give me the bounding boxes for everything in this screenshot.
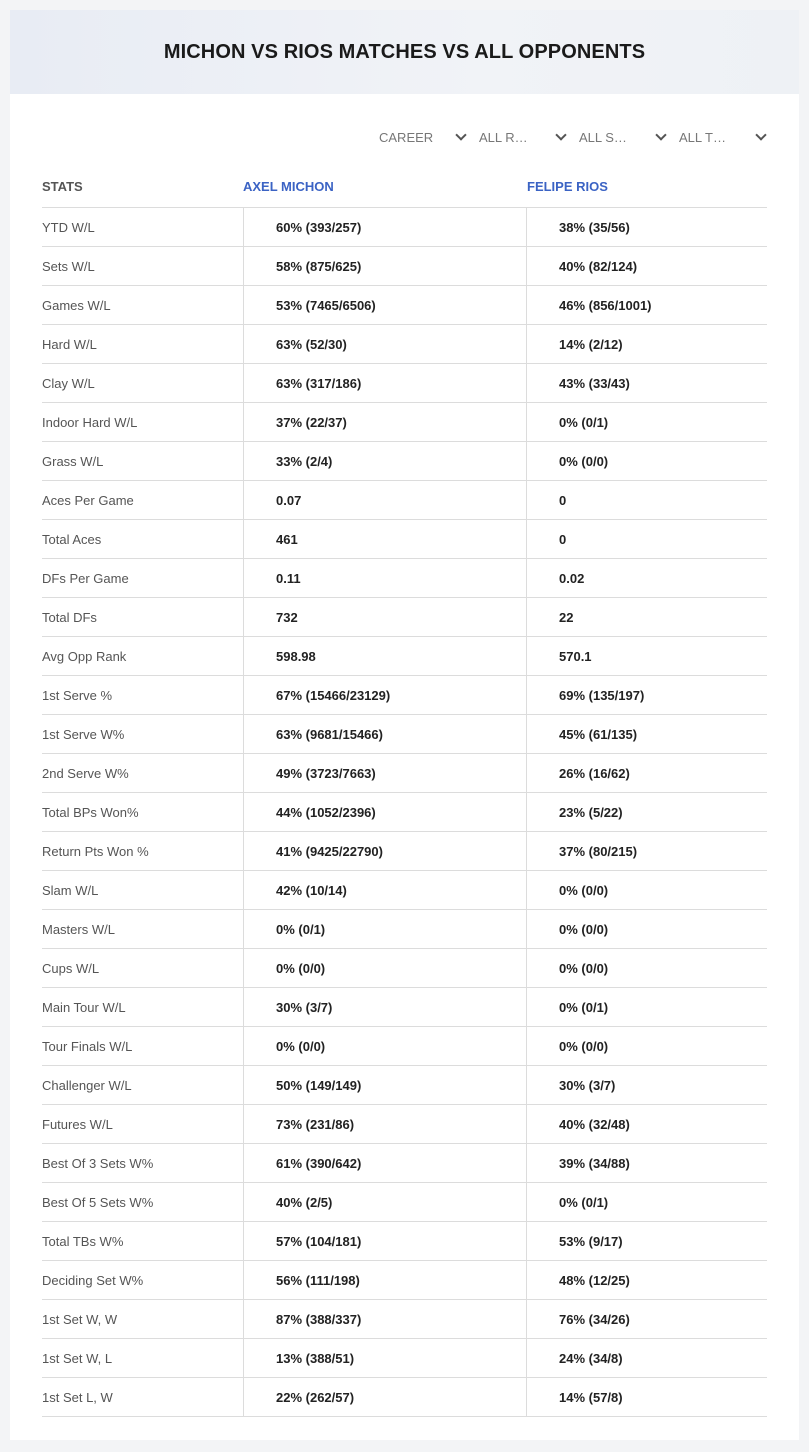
stat-label: Challenger W/L xyxy=(42,1077,132,1093)
table-row xyxy=(42,1339,767,1378)
stat-label: 1st Set W, W xyxy=(42,1311,118,1327)
table-row xyxy=(42,481,767,520)
player1-value: 0.07 xyxy=(243,481,526,519)
player2-value: 0% (0/1) xyxy=(526,1183,767,1221)
filter-tournament-select[interactable] xyxy=(679,126,767,148)
table-row xyxy=(42,286,767,325)
player2-value: 0.02 xyxy=(526,559,767,597)
table-row xyxy=(42,1222,767,1261)
player2-value: 570.1 xyxy=(526,637,767,675)
player1-value: 56% (111/198) xyxy=(243,1261,526,1299)
player2-value: 43% (33/43) xyxy=(526,364,767,402)
player1-value: 0% (0/1) xyxy=(243,910,526,948)
player1-value: 73% (231/86) xyxy=(243,1105,526,1143)
stat-label: 1st Set L, W xyxy=(42,1389,113,1405)
player2-value: 30% (3/7) xyxy=(526,1066,767,1104)
stat-label: Hard W/L xyxy=(42,336,97,352)
table-row xyxy=(42,520,767,559)
stat-label: Total DFs xyxy=(42,609,97,625)
stat-label: Total TBs W% xyxy=(42,1233,124,1249)
player2-value: 14% (57/8) xyxy=(526,1378,767,1416)
table-row xyxy=(42,637,767,676)
stat-label: Tour Finals W/L xyxy=(42,1038,133,1054)
filter-period-select[interactable] xyxy=(379,126,467,148)
table-row xyxy=(42,1261,767,1300)
player2-value: 0 xyxy=(526,481,767,519)
table-row xyxy=(42,364,767,403)
stat-label: Total Aces xyxy=(42,531,102,547)
filter-surface-select[interactable] xyxy=(579,126,667,148)
table-row xyxy=(42,715,767,754)
table-header xyxy=(42,166,767,208)
player2-value: 0 xyxy=(526,520,767,558)
player2-value: 0% (0/0) xyxy=(526,910,767,948)
player2-value: 39% (34/88) xyxy=(526,1144,767,1182)
table-body xyxy=(42,208,767,1417)
table-row xyxy=(42,910,767,949)
stat-label: Cups W/L xyxy=(42,960,100,976)
table-row xyxy=(42,1300,767,1339)
player2-value: 0% (0/0) xyxy=(526,871,767,909)
player1-value: 57% (104/181) xyxy=(243,1222,526,1260)
stat-label: YTD W/L xyxy=(42,219,95,235)
player1-value: 732 xyxy=(243,598,526,636)
stat-label: Main Tour W/L xyxy=(42,999,126,1015)
player1-value: 598.98 xyxy=(243,637,526,675)
table-row xyxy=(42,208,767,247)
player1-value: 13% (388/51) xyxy=(243,1339,526,1377)
player1-value: 60% (393/257) xyxy=(243,208,526,246)
player2-value: 45% (61/135) xyxy=(526,715,767,753)
stat-label: Indoor Hard W/L xyxy=(42,414,138,430)
player2-value: 53% (9/17) xyxy=(526,1222,767,1260)
player1-value: 33% (2/4) xyxy=(243,442,526,480)
player2-value: 0% (0/0) xyxy=(526,949,767,987)
table-row xyxy=(42,1027,767,1066)
player1-value: 63% (52/30) xyxy=(243,325,526,363)
stats-table xyxy=(42,166,767,1417)
table-row xyxy=(42,598,767,637)
player2-value: 37% (80/215) xyxy=(526,832,767,870)
chevron-down-icon xyxy=(755,129,766,140)
table-row xyxy=(42,988,767,1027)
stat-label: Grass W/L xyxy=(42,453,104,469)
column-header-stats: STATS xyxy=(42,179,83,194)
player1-value: 0% (0/0) xyxy=(243,949,526,987)
player1-value: 53% (7465/6506) xyxy=(243,286,526,324)
player2-value: 0% (0/1) xyxy=(526,403,767,441)
table-row xyxy=(42,1183,767,1222)
stat-label: 2nd Serve W% xyxy=(42,765,129,781)
table-row xyxy=(42,676,767,715)
stat-label: Sets W/L xyxy=(42,258,95,274)
player1-value: 41% (9425/22790) xyxy=(243,832,526,870)
filter-label: ALL T… xyxy=(679,129,726,145)
stat-label: Total BPs Won% xyxy=(42,804,139,820)
stat-label: Aces Per Game xyxy=(42,492,134,508)
stat-label: Deciding Set W% xyxy=(42,1272,144,1288)
player2-value: 23% (5/22) xyxy=(526,793,767,831)
table-row xyxy=(42,559,767,598)
player1-value: 67% (15466/23129) xyxy=(243,676,526,714)
comparison-card xyxy=(10,10,799,1440)
page-header xyxy=(10,10,799,94)
stat-label: Masters W/L xyxy=(42,921,115,937)
player1-value: 49% (3723/7663) xyxy=(243,754,526,792)
player1-value: 30% (3/7) xyxy=(243,988,526,1026)
player1-value: 61% (390/642) xyxy=(243,1144,526,1182)
table-row xyxy=(42,832,767,871)
filter-bar xyxy=(379,126,767,148)
player2-value: 0% (0/0) xyxy=(526,442,767,480)
player2-value: 0% (0/1) xyxy=(526,988,767,1026)
table-row xyxy=(42,871,767,910)
player1-value: 0% (0/0) xyxy=(243,1027,526,1065)
table-row xyxy=(42,1378,767,1417)
table-row xyxy=(42,1144,767,1183)
table-row xyxy=(42,247,767,286)
player1-value: 461 xyxy=(243,520,526,558)
stat-label: Futures W/L xyxy=(42,1116,113,1132)
player1-value: 44% (1052/2396) xyxy=(243,793,526,831)
table-row xyxy=(42,793,767,832)
table-row xyxy=(42,949,767,988)
player1-value: 87% (388/337) xyxy=(243,1300,526,1338)
player2-value: 48% (12/25) xyxy=(526,1261,767,1299)
chevron-down-icon xyxy=(455,129,466,140)
stat-label: 1st Serve % xyxy=(42,687,113,703)
table-row xyxy=(42,1105,767,1144)
player2-value: 0% (0/0) xyxy=(526,1027,767,1065)
player2-value: 76% (34/26) xyxy=(526,1300,767,1338)
player1-value: 42% (10/14) xyxy=(243,871,526,909)
player1-value: 22% (262/57) xyxy=(243,1378,526,1416)
player2-value: 46% (856/1001) xyxy=(526,286,767,324)
player2-value: 24% (34/8) xyxy=(526,1339,767,1377)
player2-value: 14% (2/12) xyxy=(526,325,767,363)
page-title: MICHON VS RIOS MATCHES VS ALL OPPONENTS xyxy=(163,40,646,63)
column-header-player2-link[interactable]: FELIPE RIOS xyxy=(527,179,608,194)
player2-value: 40% (82/124) xyxy=(526,247,767,285)
filter-label: ALL R… xyxy=(479,129,528,145)
stat-label: 1st Set W, L xyxy=(42,1350,113,1366)
player1-value: 63% (317/186) xyxy=(243,364,526,402)
chevron-down-icon xyxy=(655,129,666,140)
filter-round-select[interactable] xyxy=(479,126,567,148)
stat-label: Return Pts Won % xyxy=(42,843,149,859)
stat-label: Clay W/L xyxy=(42,375,95,391)
stat-label: Best Of 5 Sets W% xyxy=(42,1194,154,1210)
table-row xyxy=(42,325,767,364)
stat-label: 1st Serve W% xyxy=(42,726,125,742)
column-header-player1-link[interactable]: AXEL MICHON xyxy=(243,179,334,194)
filter-label: ALL S… xyxy=(579,129,627,145)
stat-label: Slam W/L xyxy=(42,882,99,898)
player1-value: 0.11 xyxy=(243,559,526,597)
player2-value: 26% (16/62) xyxy=(526,754,767,792)
filter-label: CAREER xyxy=(379,129,434,145)
player2-value: 40% (32/48) xyxy=(526,1105,767,1143)
player1-value: 63% (9681/15466) xyxy=(243,715,526,753)
stat-label: Avg Opp Rank xyxy=(42,648,127,664)
chevron-down-icon xyxy=(555,129,566,140)
player1-value: 50% (149/149) xyxy=(243,1066,526,1104)
player2-value: 69% (135/197) xyxy=(526,676,767,714)
table-row xyxy=(42,1066,767,1105)
table-row xyxy=(42,754,767,793)
player2-value: 38% (35/56) xyxy=(526,208,767,246)
player1-value: 37% (22/37) xyxy=(243,403,526,441)
player1-value: 40% (2/5) xyxy=(243,1183,526,1221)
player2-value: 22 xyxy=(526,598,767,636)
stat-label: DFs Per Game xyxy=(42,570,129,586)
stat-label: Games W/L xyxy=(42,297,111,313)
stat-label: Best Of 3 Sets W% xyxy=(42,1155,154,1171)
table-row xyxy=(42,442,767,481)
table-row xyxy=(42,403,767,442)
player1-value: 58% (875/625) xyxy=(243,247,526,285)
